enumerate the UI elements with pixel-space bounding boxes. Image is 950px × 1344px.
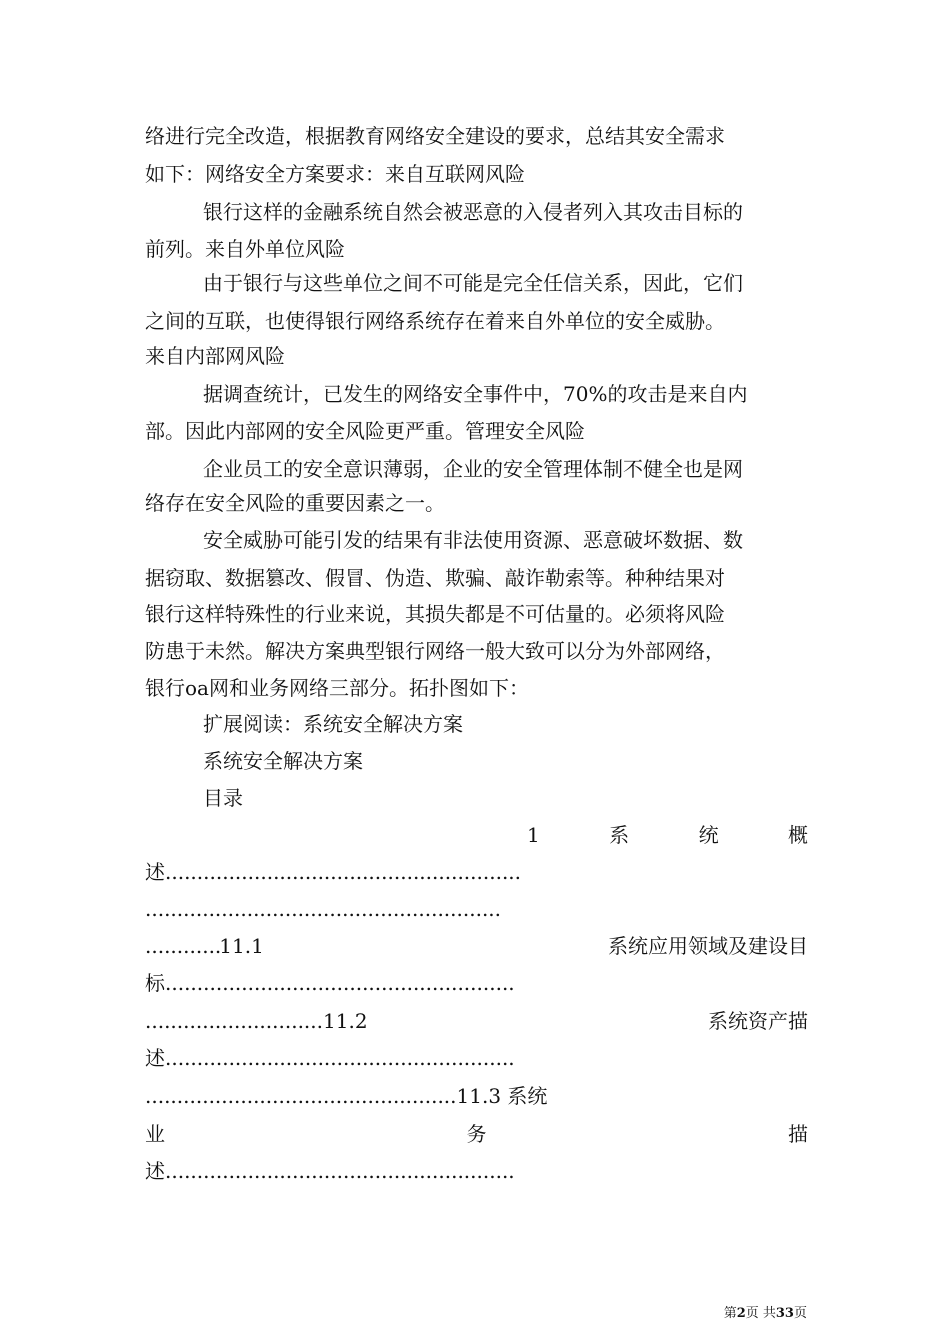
section-title: 系统安全解决方案 xyxy=(203,749,363,773)
toc-word: 务 xyxy=(466,1122,487,1146)
paragraph-line: 如下：网络安全方案要求：来自互联网风险 xyxy=(145,162,525,186)
toc-word: 业 xyxy=(145,1122,165,1146)
toc-dots: ............ xyxy=(145,934,222,958)
toc-word: 11.1 xyxy=(219,934,264,958)
footer-middle: 页 共 xyxy=(745,1306,776,1321)
paragraph-line: 部。因此内部网的安全风险更严重。管理安全风险 xyxy=(145,419,585,443)
toc-word: 描 xyxy=(788,1122,808,1146)
toc-word: 统 xyxy=(728,1009,748,1033)
paragraph-line: 络存在安全风险的重要因素之一。 xyxy=(145,491,445,515)
toc-dots-line: ........................................................ xyxy=(145,897,502,921)
paragraph-line: 络进行完全改造，根据教育网络安全建设的要求，总结其安全需求 xyxy=(145,124,725,148)
extended-reading-heading: 扩展阅读：系统安全解决方案 xyxy=(203,712,463,736)
toc-word: 域 xyxy=(708,934,728,958)
toc-dots-line: 标....................................................... xyxy=(145,971,515,995)
toc-word: 产 xyxy=(768,1009,788,1033)
paragraph-line: 银行这样特殊性的行业来说，其损失都是不可估量的。必须将风险 xyxy=(145,602,725,626)
toc-heading: 目录 xyxy=(203,786,243,810)
toc-word: 系 xyxy=(609,823,630,847)
toc-word: 领 xyxy=(688,934,708,958)
paragraph-line: 银行这样的金融系统自然会被恶意的入侵者列入其攻击目标的 xyxy=(203,200,743,224)
toc-dots: ............................ xyxy=(145,1009,324,1033)
paragraph-line: 银行oa网和业务网络三部分。拓扑图如下： xyxy=(145,676,529,700)
toc-dots-line: .................................................11.3 系统 xyxy=(145,1084,548,1108)
toc-word: 应 xyxy=(648,934,668,958)
footer-suffix: 页 xyxy=(793,1306,807,1321)
toc-entry-line xyxy=(145,1120,808,1148)
page-footer xyxy=(724,1306,807,1322)
toc-word: 设 xyxy=(768,934,788,958)
paragraph-line: 据窃取、数据篡改、假冒、伪造、欺骗、敲诈勒索等。种种结果对 xyxy=(145,566,725,590)
toc-entry-line xyxy=(145,1007,808,1035)
footer-prefix: 第 xyxy=(723,1306,737,1321)
toc-dots-line: 述....................................................... xyxy=(145,1046,515,1070)
toc-entry-line xyxy=(145,932,808,960)
page-number: 2 xyxy=(736,1306,746,1321)
toc-word: 描 xyxy=(788,1009,808,1033)
toc-dots-line: 述....................................................... xyxy=(145,1159,515,1183)
toc-dots-line: 述........................................................ xyxy=(145,860,522,884)
paragraph-line: 据调查统计，已发生的网络安全事件中，70%的攻击是来自内 xyxy=(203,382,748,406)
toc-word: 目 xyxy=(788,934,808,958)
paragraph-line: 来自内部网风险 xyxy=(145,344,285,368)
paragraph-line: 安全威胁可能引发的结果有非法使用资源、恶意破坏数据、数 xyxy=(203,528,743,552)
toc-word: 统 xyxy=(698,823,719,847)
toc-word: 及 xyxy=(728,934,748,958)
total-pages: 33 xyxy=(775,1306,794,1321)
paragraph-line: 防患于未然。解决方案典型银行网络一般大致可以分为外部网络， xyxy=(145,639,725,663)
toc-word: 系 xyxy=(708,1009,728,1033)
toc-word: 统 xyxy=(628,934,648,958)
paragraph-line: 企业员工的安全意识薄弱，企业的安全管理体制不健全也是网 xyxy=(203,457,743,481)
toc-word: 概 xyxy=(788,823,808,847)
toc-entry-line xyxy=(527,821,808,849)
toc-word: 建 xyxy=(748,934,768,958)
paragraph-line: 前列。来自外单位风险 xyxy=(145,237,345,261)
paragraph-line: 之间的互联，也使得银行网络系统存在着来自外单位的安全威胁。 xyxy=(145,309,725,333)
toc-word: 资 xyxy=(748,1009,768,1033)
paragraph-line: 由于银行与这些单位之间不可能是完全任信关系，因此，它们 xyxy=(203,271,743,295)
toc-word: 1 xyxy=(527,823,540,847)
toc-word: 用 xyxy=(668,934,688,958)
toc-word: 系 xyxy=(608,934,628,958)
toc-word: 11.2 xyxy=(323,1009,368,1033)
